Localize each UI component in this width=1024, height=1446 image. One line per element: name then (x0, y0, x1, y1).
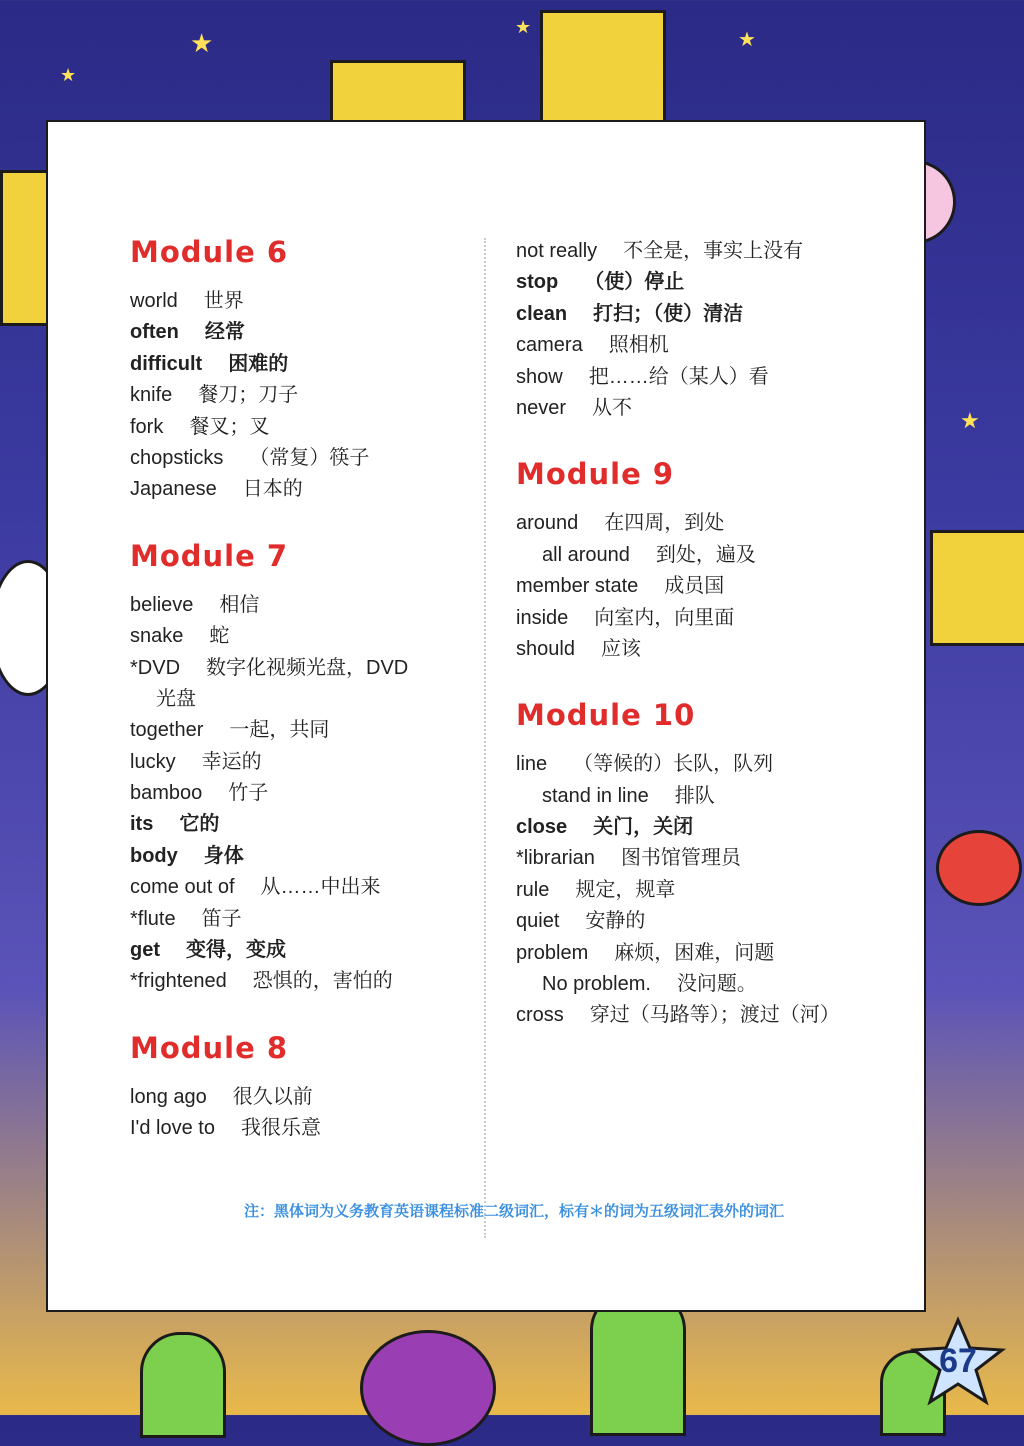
vocab-entry (130, 872, 490, 903)
vocab-entry (516, 843, 926, 874)
vocab-meaning: 规定，规章 (575, 878, 676, 901)
star-icon: ★ (738, 29, 756, 51)
vocab-entry (516, 540, 926, 571)
vocab-entry (516, 906, 926, 937)
vocab-meaning: 从……中出来 (260, 876, 381, 899)
vocab-entry (516, 267, 926, 298)
vocab-word: Japanese (130, 478, 217, 501)
vocab-entry (516, 749, 926, 780)
vocab-entry (130, 412, 490, 443)
vocab-entry (130, 841, 490, 872)
vocab-word: snake (130, 625, 184, 648)
vocab-entry (130, 621, 490, 652)
vocab-word: stop (516, 271, 559, 294)
vocab-word: chopsticks (130, 446, 224, 469)
vocab-meaning: 到处，遍及 (655, 543, 756, 566)
vocab-meaning: 竹子 (228, 782, 269, 805)
vocab-meaning: 向室内，向里面 (594, 606, 735, 629)
vocab-entry (130, 474, 490, 505)
star-icon: ★ (190, 28, 214, 58)
vocab-meaning: 安静的 (585, 910, 646, 933)
cactus-graphic (140, 1332, 226, 1438)
vocab-word: *frightened (130, 970, 227, 993)
vocab-entry (516, 781, 926, 812)
vocab-entry (516, 393, 926, 424)
module-title: Module 7 (130, 538, 289, 573)
star-icon: ★ (515, 17, 532, 37)
vocab-entry (130, 443, 490, 474)
vocab-entry (516, 236, 926, 267)
footnote: 注：黑体词为义务教育英语课程标准二级词汇，标有＊的词为五级词汇表外的词汇 (243, 1203, 784, 1220)
vocab-meaning: 穿过（马路等）；渡过（河） (589, 1004, 840, 1027)
building-graphic (0, 170, 52, 326)
vocab-entry (516, 1000, 926, 1031)
vocab-word: line (516, 753, 548, 776)
bug-graphic (936, 830, 1022, 906)
vocab-entry (516, 508, 926, 539)
vocab-word: camera (516, 334, 583, 357)
vocab-word: get (130, 939, 160, 962)
vocab-word: bamboo (130, 782, 203, 805)
vocab-word: difficult (130, 352, 203, 375)
vocab-word: inside (516, 606, 569, 629)
vocab-meaning: 把……给（某人）看 (588, 365, 769, 388)
vocab-meaning: 应该 (600, 637, 641, 660)
vocab-entry (130, 904, 490, 935)
vocab-word: all around (542, 543, 630, 566)
vocab-word: I'd love to (130, 1117, 215, 1140)
vocab-entry (130, 747, 490, 778)
building-graphic (330, 60, 466, 126)
vocab-meaning: 经常 (204, 321, 245, 344)
module-section (130, 536, 490, 998)
vocab-word: world (130, 290, 178, 312)
module-section (130, 1028, 490, 1145)
vocab-meaning: （常复）筷子 (249, 446, 370, 469)
right-column (516, 236, 926, 1062)
vocab-word: *DVD (130, 656, 181, 679)
vocab-meaning: 变得，变成 (186, 939, 286, 962)
vocab-word: rule (516, 878, 550, 901)
vocab-entry (130, 809, 490, 840)
module-section (130, 232, 490, 506)
vocab-word: never (516, 396, 567, 419)
module-section (516, 695, 926, 1032)
vocab-entry (516, 969, 926, 1000)
vocab-word: No problem. (542, 973, 651, 996)
vocab-meaning: （等候的）长队，队列 (573, 753, 774, 776)
vocab-entry (130, 1113, 490, 1144)
vocab-word: come out of (130, 876, 235, 899)
vocab-meaning: 蛇 (209, 625, 230, 648)
vocabulary-page (46, 120, 926, 1312)
vocab-word: stand in line (542, 784, 649, 807)
vocab-meaning: 一起，共同 (229, 719, 330, 742)
vocab-entry (516, 603, 926, 634)
vocab-meaning: 成员国 (664, 575, 725, 598)
vocab-meaning: 很久以前 (232, 1085, 313, 1108)
vocab-meaning: 麻烦，困难，问题 (614, 941, 775, 964)
vocab-word: long ago (130, 1085, 207, 1108)
vocab-entry (130, 966, 490, 997)
vocab-word: lucky (130, 750, 176, 773)
vocab-word: around (516, 512, 579, 535)
vocab-entry (130, 778, 490, 809)
vocab-meaning: 恐惧的，害怕的 (252, 970, 393, 993)
vocab-entry (130, 349, 490, 380)
vocab-entry (130, 715, 490, 746)
vocab-word: not really (516, 240, 598, 262)
module-title: Module 9 (516, 457, 675, 492)
vocab-meaning: 它的 (179, 813, 220, 836)
vocab-entry (130, 380, 490, 411)
vocab-meaning: 笛子 (201, 907, 242, 930)
vocab-entry (516, 938, 926, 969)
vocab-word: fork (130, 415, 164, 438)
vocab-meaning: 从不 (592, 396, 633, 419)
vocab-entry (516, 634, 926, 665)
vocab-meaning: 没问题。 (676, 973, 757, 996)
vocab-word: show (516, 365, 563, 388)
vocab-entry (516, 571, 926, 602)
vocab-word: body (130, 844, 178, 867)
vocab-meaning: 在四周，到处 (604, 512, 725, 535)
star-icon: ★ (960, 408, 980, 433)
vocab-word: cross (516, 1004, 564, 1027)
vocab-meaning: （使）停止 (584, 271, 685, 294)
vocab-entry (516, 362, 926, 393)
vocab-meaning: 数字化视频光盘，DVD (206, 656, 409, 679)
vocab-entry (516, 330, 926, 361)
vocab-word: should (516, 637, 575, 660)
vocab-word: its (130, 813, 154, 836)
vocab-entry (516, 875, 926, 906)
vocab-meaning: 困难的 (228, 352, 289, 375)
vocab-meaning: 相信 (219, 593, 260, 616)
vocab-entry (130, 653, 490, 684)
vocab-meaning: 世界 (203, 290, 244, 312)
vocab-entry (130, 935, 490, 966)
vocab-word: problem (516, 941, 589, 964)
vocab-entry (130, 684, 490, 715)
vocab-meaning: 照相机 (608, 334, 669, 357)
vocab-word: member state (516, 575, 639, 598)
vocab-entry (130, 317, 490, 348)
building-graphic (540, 10, 666, 126)
vocab-meaning: 光盘 (156, 687, 196, 710)
vocab-word: often (130, 321, 179, 344)
vocab-entry (516, 812, 926, 843)
vocab-meaning: 关门，关闭 (593, 816, 694, 839)
module-section (516, 236, 926, 424)
vocab-meaning: 幸运的 (201, 750, 262, 773)
vocab-entry (130, 1082, 490, 1113)
vocab-meaning: 排队 (674, 784, 715, 807)
module-title: Module 10 (516, 698, 696, 733)
vocab-word: believe (130, 593, 194, 616)
vocab-entry (130, 286, 490, 317)
vocab-word: close (516, 816, 568, 839)
page-number: 67 (939, 1341, 977, 1380)
star-icon: ★ (60, 65, 77, 85)
building-graphic (930, 530, 1024, 646)
vocab-meaning: 图书馆管理员 (620, 847, 741, 870)
vocab-word: *librarian (516, 847, 595, 870)
vocab-meaning: 日本的 (242, 478, 303, 501)
vocab-word: clean (516, 302, 568, 325)
vocab-meaning: 餐刀；刀子 (198, 384, 299, 407)
vocab-meaning: 不全是，事实上没有 (623, 240, 804, 262)
vocab-entry (516, 299, 926, 330)
vocab-word: knife (130, 384, 173, 407)
vocab-meaning: 餐叉；叉 (189, 415, 270, 438)
vocab-meaning: 身体 (203, 844, 244, 867)
page-number-badge (910, 1316, 1006, 1406)
vocab-word: quiet (516, 910, 560, 933)
left-column (130, 232, 490, 1175)
module-section (516, 454, 926, 665)
robot-graphic (360, 1330, 496, 1446)
vocab-meaning: 我很乐意 (240, 1117, 321, 1140)
module-title: Module 6 (130, 235, 289, 269)
module-title: Module 8 (130, 1030, 289, 1065)
vocab-meaning: 打扫；（使）清洁 (593, 302, 744, 325)
vocab-word: *flute (130, 907, 176, 930)
vocab-entry (130, 590, 490, 621)
vocab-word: together (130, 719, 204, 742)
